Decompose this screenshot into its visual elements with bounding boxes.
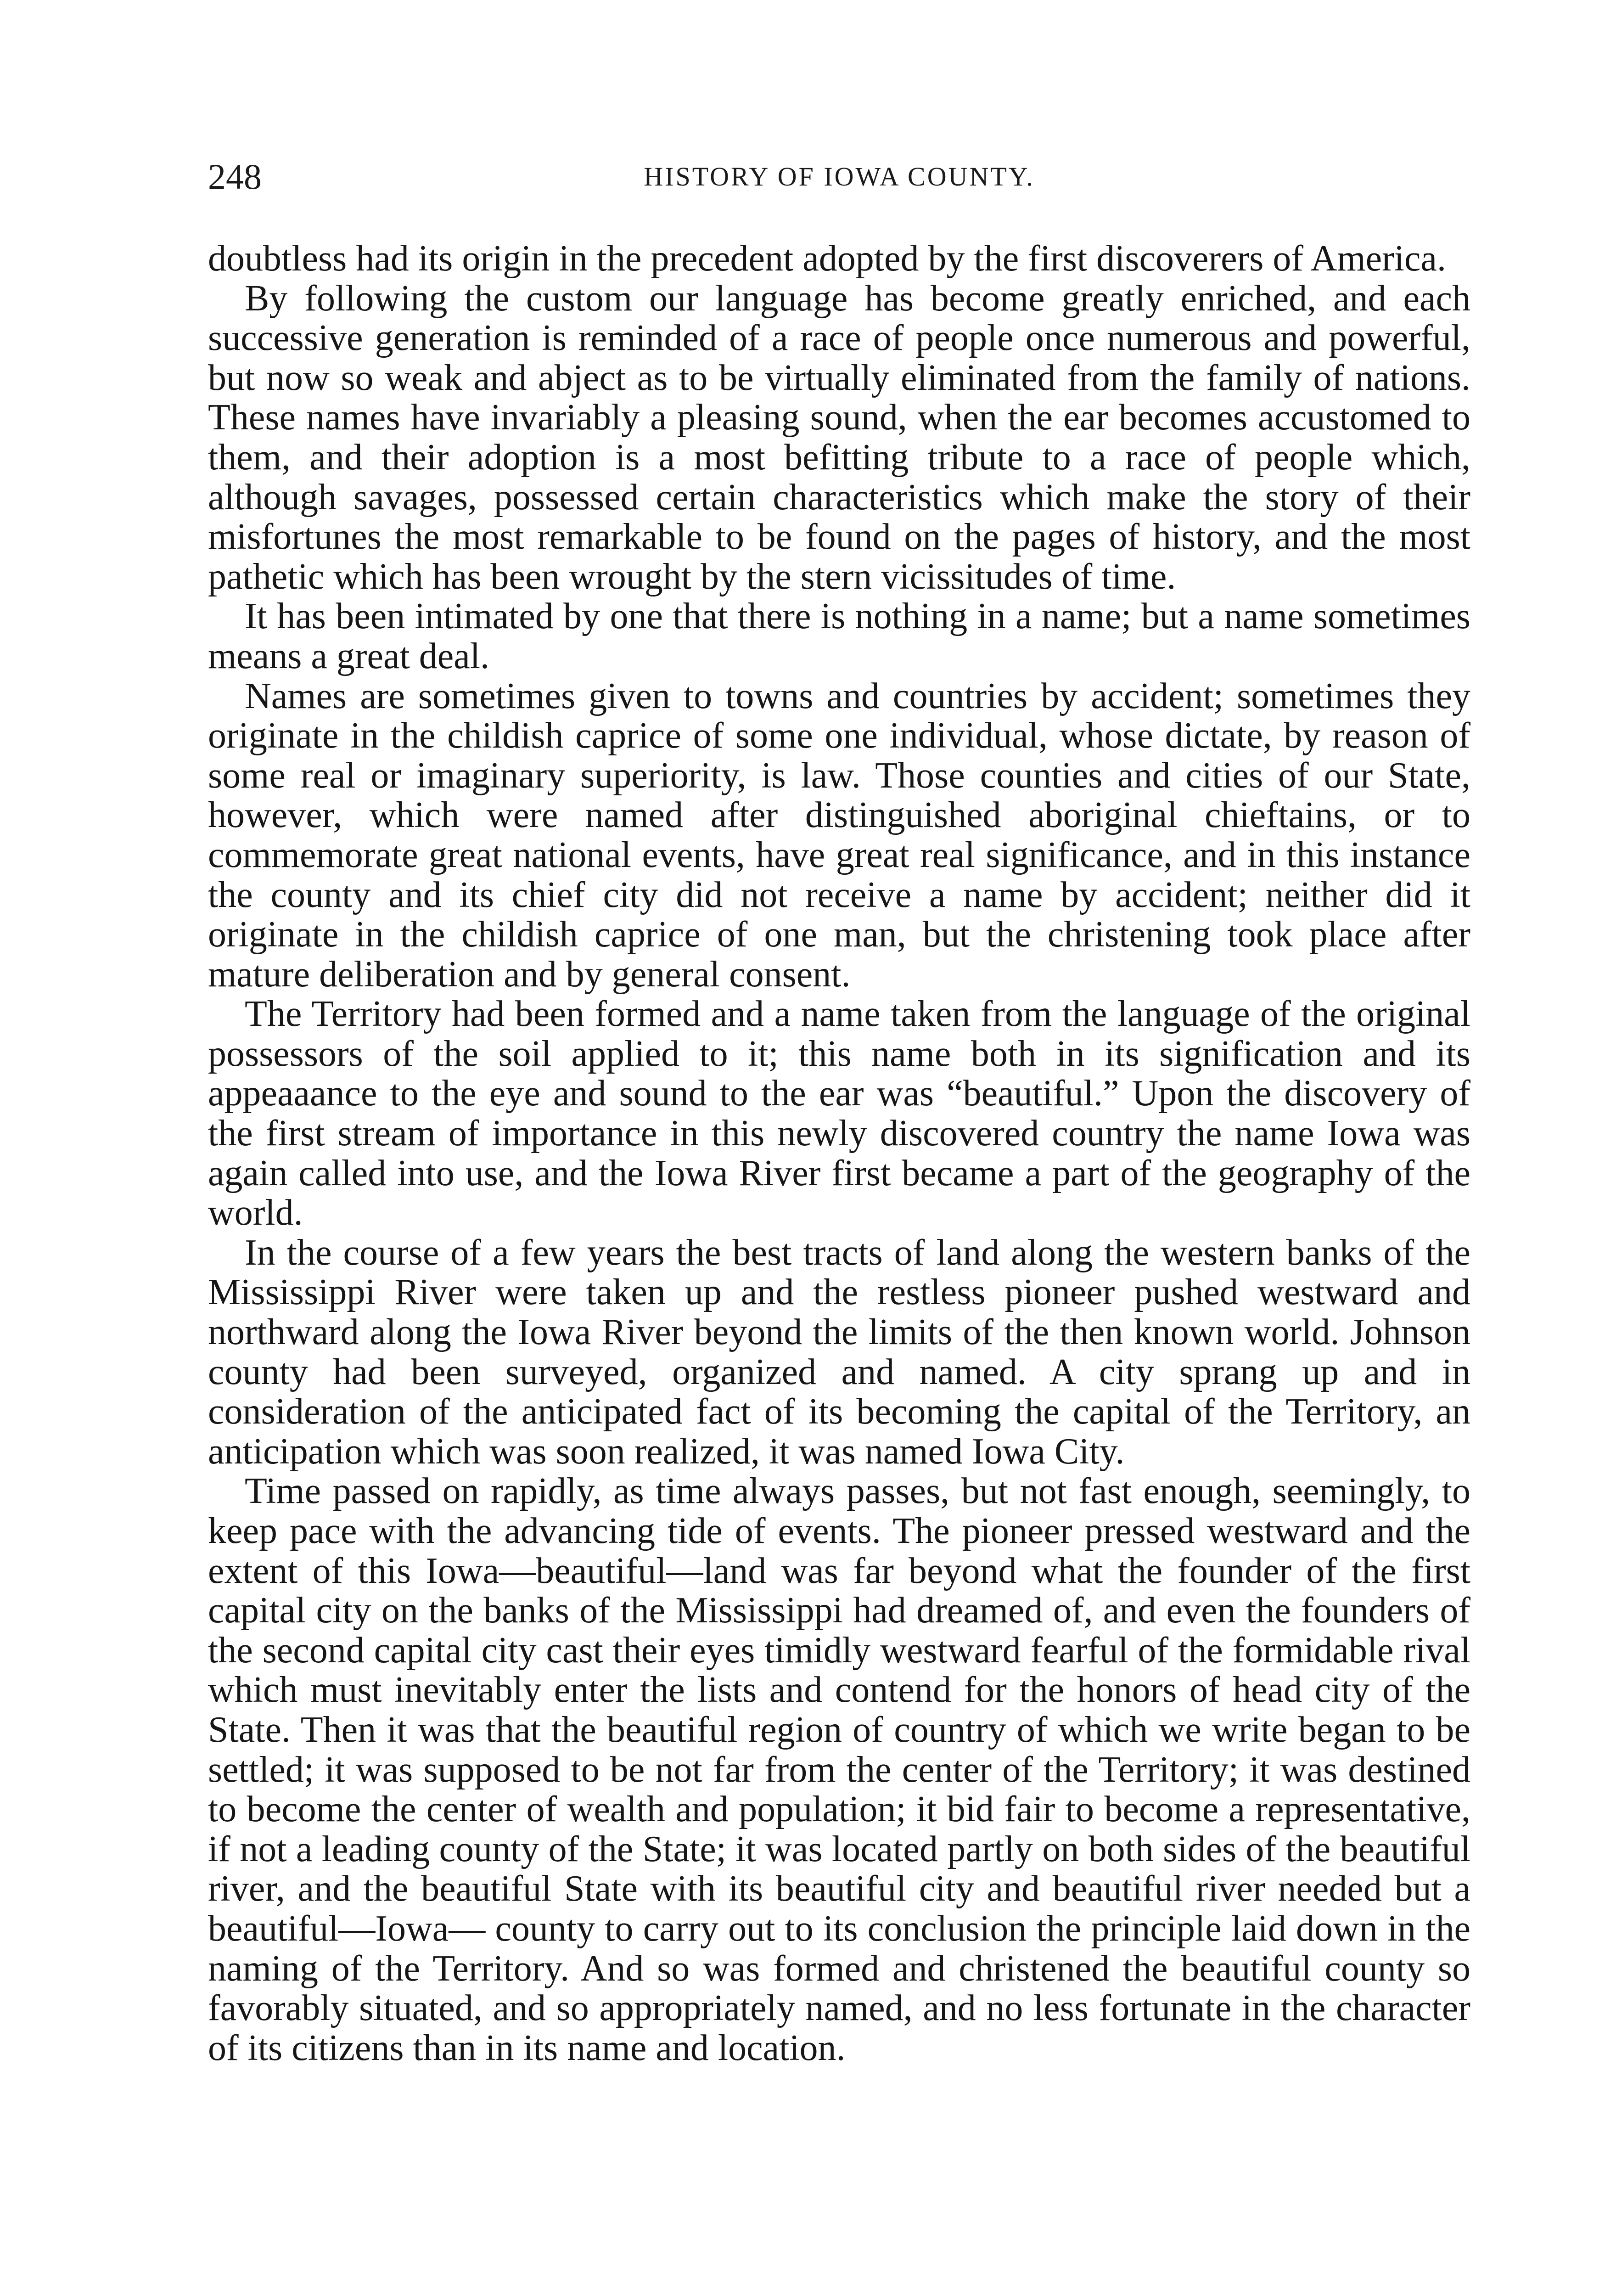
paragraph-7: Time passed on rapidly, as time always passes, but not fast enough, seemingly, to keep pace with the advancing tide of events. The pioneer pressed westward and the extent of this Iowa—beautiful—land was far beyond what the founder of the first capital city on the banks of the Mississippi had dreamed of, and even the founders of the second capital city cast their eyes timidly westward fearful of the formidable rival which must inevitably enter the lists and contend for the honors of head city of the State. Then it was that the beautiful region of country of which we write began to be settled; it was supposed to be not far from the center of the Territory; it was destined to become the center of wealth and population; it bid fair to become a representative, if not a leading county of the State; it was located partly on both sides of the beautiful river, and the beautiful State with its beautiful city and beautiful river needed but a beautiful—Iowa— county to carry out to its conclusion the principle laid down in the naming of the Territory. And so was formed and christened the beautiful county so favorably situated, and so appropriately named, and no less fortunate in the character of its citizens than in its name and location. [208, 1471, 1470, 2068]
paragraph-4: Names are sometimes given to towns and countries by accident; sometimes they originate in the childish caprice of some one individual, whose dictate, by reason of some real or imaginary superiority, is law. Those counties and cities of our State, however, which were named after distinguished aboriginal chieftains, or to commemorate great national events, have great real significance, and in this instance the county and its chief city did not receive a name by accident; neither did it originate in the childish caprice of one man, but the christening took place after mature deliberation and by general consent. [208, 675, 1470, 995]
paragraph-3: It has been intimated by one that there is nothing in a name; but a name sometimes means a great deal. [208, 596, 1470, 676]
body-text [208, 239, 1470, 2068]
paragraph-5: The Territory had been formed and a name taken from the language of the original possessors of the soil applied to it; this name both in its signification and its appeaaance to the eye and sound to the ear was “beautiful.” Upon the discovery of the first stream of importance in this newly discovered country the name Iowa was again called into use, and the Iowa River first became a part of the geography of the world. [208, 994, 1470, 1233]
paragraph-1: doubtless had its origin in the precedent adopted by the first discoverers of America. [208, 238, 1447, 279]
page-header [208, 152, 1470, 202]
running-title: HISTORY OF IOWA COUNTY. [644, 162, 1035, 191]
paragraph-2: By following the custom our language has become greatly enriched, and each successive generation is reminded of a race of people once numerous and powerful, but now so weak and abject as to be virtually eliminated from the family of nations. These names have invariably a pleasing sound, when the ear becomes accustomed to them, and their adoption is a most befitting tribute to a race of people which, although savages, possessed certain characteristics which make the story of their misfortunes the most remarkable to be found on the pages of history, and the most pathetic which has been wrought by the stern vicissitudes of time. [208, 278, 1470, 597]
page-number: 248 [208, 157, 262, 197]
paragraph-6: In the course of a few years the best tracts of land along the western banks of the Mississippi River were taken up and the restless pioneer pushed westward and northward along the Iowa River beyond the limits of the then known world. Johnson county had been surveyed, organized and named. A city sprang up and in consideration of the anticipated fact of its becoming the capital of the Territory, an anticipation which was soon realized, it was named Iowa City. [208, 1232, 1470, 1472]
